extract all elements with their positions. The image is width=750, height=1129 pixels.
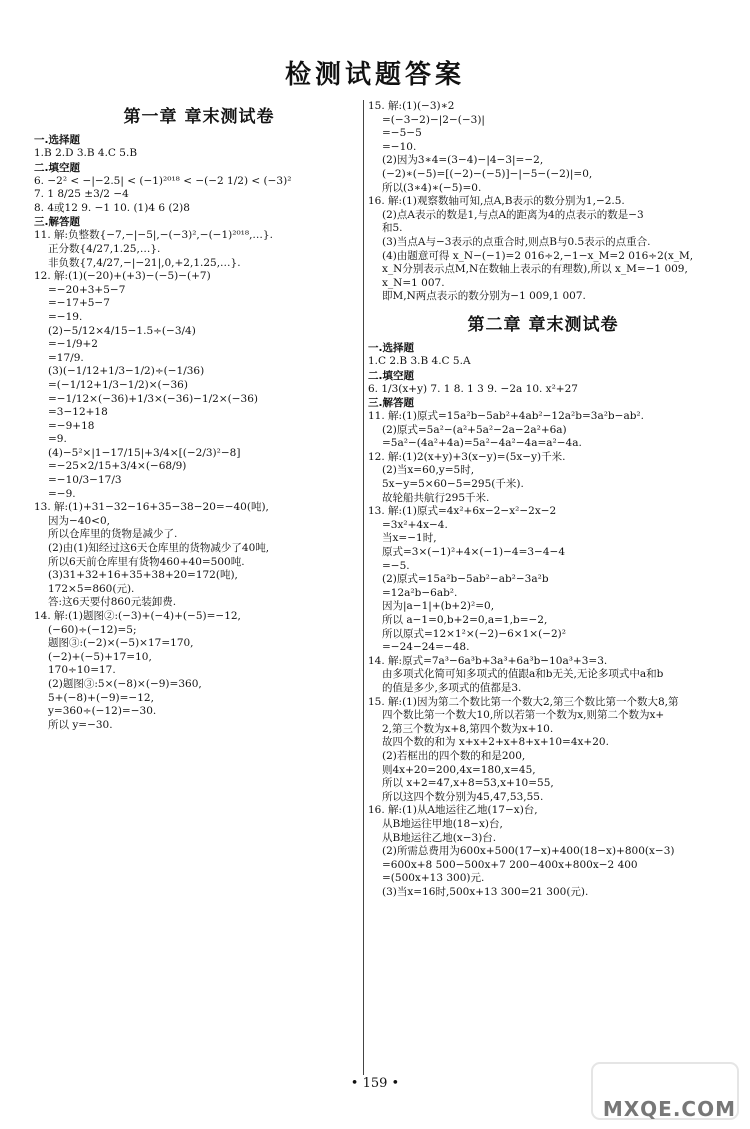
answer-line: =−24−24=−48. <box>382 641 470 654</box>
answer-line: (−60)÷(−12)=5; <box>48 623 137 636</box>
answer-line: 答:这6天要付860元装卸费. <box>48 596 177 609</box>
answer-line: 因为−40<0, <box>48 514 110 527</box>
answer-line: (−2)+(−5)+17=10, <box>48 650 152 663</box>
answer-line: 所以 x+2=47,x+8=53,x+10=55, <box>382 777 554 790</box>
answer-line: 所以原式=12×1²×(−2)−6×1×(−2)² <box>382 627 566 640</box>
answer-line: (2)原式=15a²b−5ab²−ab²−3a²b <box>382 573 549 586</box>
answer-line: 11. 解:负整数{−7,−|−5|,−(−3)²,−(−1)²⁰¹⁸,…}. <box>34 229 273 242</box>
answer-line: =3−12+18 <box>48 406 108 419</box>
section-heading: 三.解答题 <box>34 216 80 229</box>
answer-line: =17/9. <box>48 351 84 364</box>
answer-line: =3x²+4x−4. <box>382 518 448 531</box>
answer-line: x_N分别表示点M,N在数轴上表示的有理数),所以 x_M=−1 009, <box>382 263 688 276</box>
answer-line: 的值是多少,多项式的值都是3. <box>382 681 522 694</box>
answer-line: 8. 4或12 9. −1 10. (1)4 6 (2)8 <box>34 201 190 214</box>
answer-line: (3)当x=16时,500x+13 300=21 300(元). <box>382 885 589 898</box>
answer-line: 13. 解:(1)+31−32−16+35−38−20=−40(吨), <box>34 501 269 514</box>
answer-line: 6. 1/3(x+y) 7. 1 8. 1 3 9. −2a 10. x²+27 <box>368 382 578 395</box>
answer-line: =−10/3−17/3 <box>48 474 122 487</box>
answer-line: (2)原式=5a²−(a²+5a²−2a−2a²+6a) <box>382 423 567 436</box>
chapter-1-title: 第一章 章末测试卷 <box>123 107 275 127</box>
answer-line: =−19. <box>48 310 83 323</box>
answer-line: (−2)∗(−5)=[(−2)−(−5)]−|−5−(−2)|=0, <box>382 167 593 180</box>
answer-line: (2)若框出的四个数的和是200, <box>382 749 526 762</box>
answer-line: 172×5=860(元). <box>48 582 135 595</box>
answer-line: =−25×2/15+3/4×(−68/9) <box>48 460 187 473</box>
answer-line: 原式=3×(−1)²+4×(−1)−4=3−4−4 <box>382 546 566 559</box>
right-column <box>368 100 718 899</box>
chapter-2-answers <box>368 341 718 900</box>
answer-line: =9. <box>48 433 67 446</box>
answer-line: x_N=1 007. <box>382 276 445 289</box>
section-heading: 一.选择题 <box>34 134 80 146</box>
answer-line: 所以 a−1=0,b+2=0,a=1,b=−2, <box>382 614 548 626</box>
answer-line: =−5−5 <box>382 127 422 140</box>
answer-line: =(500x+13 300)元. <box>382 872 485 885</box>
answer-line: =−20+3+5−7 <box>48 283 126 296</box>
answer-line: 所以(3∗4)∗(−5)=0. <box>382 181 482 194</box>
left-column <box>34 100 364 732</box>
answer-line: 非负数{7,4/27,−|−21|,0,+2,1.25,…}. <box>48 256 241 269</box>
answer-line: 2,第三个数为x+8,第四个数为x+10. <box>382 722 554 735</box>
answer-line: 则4x+20=200,4x=180,x=45, <box>382 763 536 776</box>
answer-line: 15. 解:(1)因为第二个数比第一个数大2,第三个数比第一个数大8,第 <box>368 695 679 708</box>
answer-line: 从B地运往乙地(x−3)台. <box>382 831 497 844</box>
answer-line: 从B地运往甲地(18−x)台, <box>382 817 503 830</box>
page-number: • 159 • <box>350 1076 400 1091</box>
answer-line: =−17+5−7 <box>48 297 110 310</box>
answer-line: =−9. <box>48 487 76 500</box>
answer-line: y=360÷(−12)=−30. <box>48 705 157 718</box>
chapter-2-title: 第二章 章末测试卷 <box>467 314 619 335</box>
answer-line: (3)当点A与−3表示的点重合时,则点B与0.5表示的点重合. <box>382 235 651 248</box>
answer-line: (2)−5/12×4/15−1.5÷(−3/4) <box>48 324 196 337</box>
answer-line: =−9+18 <box>48 419 95 432</box>
answer-line: 13. 解:(1)原式=4x²+6x−2−x²−2x−2 <box>368 505 557 518</box>
answer-line: (3)31+32+16+35+38+20=172(吨), <box>48 569 238 582</box>
answer-line: (4)−5²×|1−17/15|+3/4×[(−2/3)²−8] <box>48 446 241 459</box>
answer-line: 16. 解:(1)观察数轴可知,点A,B表示的数分别为1,−2.5. <box>368 195 625 208</box>
answer-line: =−1/12×(−36)+1/3×(−36)−1/2×(−36) <box>48 392 259 405</box>
answer-line: 15. 解:(1)(−3)∗2 <box>368 100 455 112</box>
answer-line: 14. 解:(1)题图②:(−3)+(−4)+(−5)=−12, <box>34 610 241 622</box>
answer-line: 故四个数的和为 x+x+2+x+8+x+10=4x+20. <box>382 736 609 749</box>
answer-line: (2)因为3∗4=(3−4)−|4−3|=−2, <box>382 154 544 167</box>
answer-line: 所以这四个数分别为45,47,53,55. <box>382 790 544 803</box>
section-heading: 三.解答题 <box>368 397 414 410</box>
answer-line: 四个数比第一个数大10,所以若第一个数为x,则第二个数为x+ <box>382 709 665 722</box>
page-title: 检测试题答案 <box>284 60 465 90</box>
answer-line: =5a²−(4a²+4a)=5a²−4a²−4a=a²−4a. <box>382 437 582 450</box>
answer-line: (2)题图③:5×(−8)×(−9)=360, <box>48 677 202 690</box>
answer-line: 正分数{4/27,1.25,…}. <box>48 242 161 255</box>
answer-line: 由多项式化简可知多项式的值跟a和b无关,无论多项式中a和b <box>382 668 664 681</box>
answer-line: =12a²b−6ab². <box>382 586 458 599</box>
section-heading: 二.填空题 <box>34 161 80 174</box>
answer-line: 故轮船共航行295千米. <box>382 491 490 504</box>
watermark-text: MXQE.COM <box>602 1097 736 1121</box>
answer-line: 1.B 2.D 3.B 4.C 5.B <box>34 147 138 159</box>
answer-line: 6. −2² < −|−2.5| < (−1)²⁰¹⁸ < −(−2 1/2) < (−3)² <box>34 174 292 187</box>
section-heading: 二.填空题 <box>368 369 414 382</box>
answer-line: 14. 解:原式=7a³−6a³b+3a³+6a³b−10a³+3=3. <box>368 654 608 667</box>
answer-line: 11. 解:(1)原式=15a²b−5ab²+4ab²−12a²b=3a²b−ab². <box>368 410 644 423</box>
column-divider <box>363 100 364 1075</box>
answer-line: 即M,N两点表示的数分别为−1 009,1 007. <box>382 290 586 303</box>
answer-line: (4)由题意可得 x_N−(−1)=2 016÷2,−1−x_M=2 016÷2(x_M, <box>382 249 694 262</box>
answer-line: (2)点A表示的数是1,与点A的距离为4的点表示的数是−3 <box>382 208 644 221</box>
answer-line: (3)(−1/12+1/3−1/2)÷(−1/36) <box>48 365 205 378</box>
answer-line: 12. 解:(1)2(x+y)+3(x−y)=(5x−y)千米. <box>368 450 566 463</box>
chapter-1-answers-continued <box>368 100 718 304</box>
answer-line: =(−1/12+1/3−1/2)×(−36) <box>48 378 188 391</box>
answer-line: =−10. <box>382 140 417 153</box>
answer-line: (2)当x=60,y=5时, <box>382 464 475 477</box>
answer-line: 当x=−1时, <box>382 532 437 545</box>
answer-line: 题图③:(−2)×(−5)×17=170, <box>48 637 194 650</box>
answer-line: 所以6天前仓库里有货物460+40=500吨. <box>48 555 245 568</box>
answer-line: =600x+8 500−500x+7 200−400x+800x−2 400 <box>382 858 638 871</box>
answer-line: 所以 y=−30. <box>48 718 113 731</box>
answer-line: =−1/9+2 <box>48 338 98 351</box>
answer-line: 所以仓库里的货物是减少了. <box>48 528 178 541</box>
answer-line: 5x−y=5×60−5=295(千米). <box>382 478 524 491</box>
answer-line: 因为|a−1|+(b+2)²=0, <box>382 600 495 613</box>
answer-line: 和5. <box>382 222 403 235</box>
answer-line: (2)所需总费用为600x+500(17−x)+400(18−x)+800(x−3) <box>382 845 675 858</box>
answer-line: =(−3−2)−|2−(−3)| <box>382 113 485 126</box>
chapter-1-answers <box>34 133 364 732</box>
answer-line: 12. 解:(1)(−20)+(+3)−(−5)−(+7) <box>34 270 211 283</box>
answer-line: 170÷10=17. <box>48 664 116 677</box>
answer-line: 5+(−8)+(−9)=−12, <box>48 691 154 704</box>
answer-line: (2)由(1)知经过这6天仓库里的货物减少了40吨, <box>48 542 270 555</box>
answer-line: 16. 解:(1)从A地运往乙地(17−x)台, <box>368 804 538 817</box>
answer-line: 1.C 2.B 3.B 4.C 5.A <box>368 354 471 367</box>
answer-line: =−5. <box>382 559 410 572</box>
answer-line: 7. 1 8/25 ±3/2 −4 <box>34 188 129 201</box>
section-heading: 一.选择题 <box>368 341 414 354</box>
